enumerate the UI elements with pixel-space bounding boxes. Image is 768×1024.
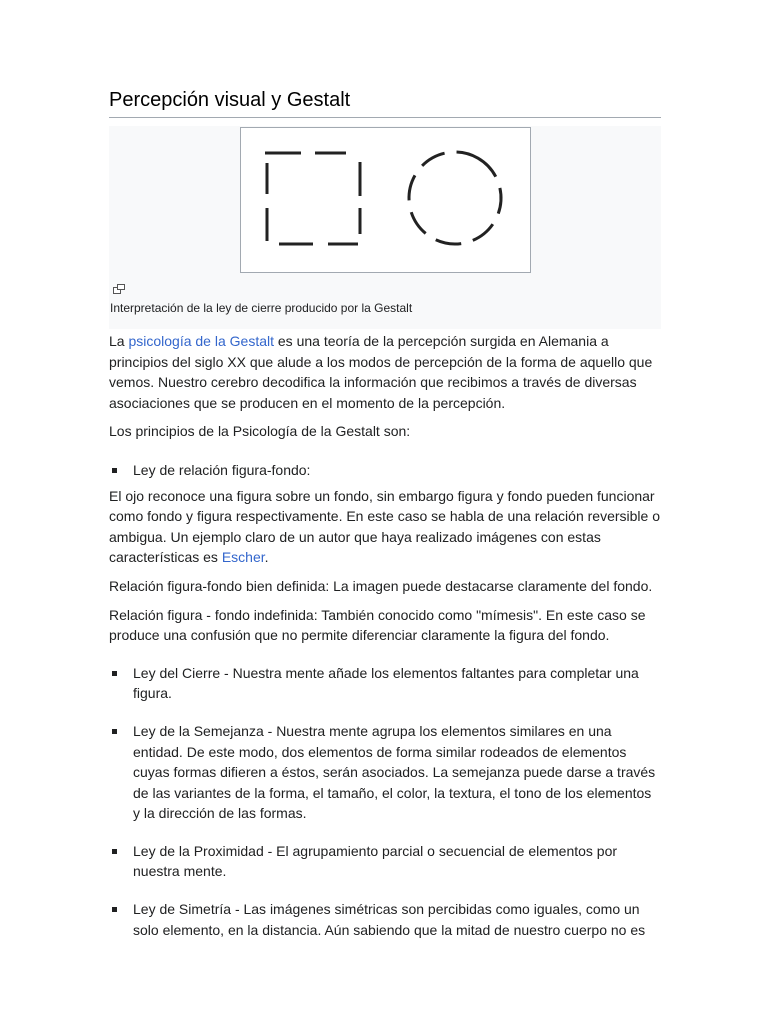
figure-ground-paragraph	[109, 486, 661, 568]
bullet-icon	[112, 671, 117, 676]
law-closure: Ley del Cierre - Nuestra mente añade los elementos faltantes para completar una figura.	[133, 664, 639, 702]
list-item	[109, 899, 661, 940]
gestalt-laws-list	[109, 663, 661, 941]
figure-ground-text-end: .	[264, 549, 269, 566]
figure-thumbnail	[109, 126, 661, 329]
bullet-icon	[112, 729, 117, 734]
intro-text-before: La	[109, 333, 129, 349]
list-item	[109, 721, 661, 824]
law-proximity: Ley de la Proximidad - El agrupamiento parcial o secuencial de elementos por nuestra mente.	[133, 842, 618, 880]
list-item	[109, 460, 661, 481]
intro-text-after: es una teoría de la percepción surgida en Alemania a principios del siglo XX que alude a los modos de percepción de la forma de aquello que vemos. Nuestro cerebro decodifica la información que recibimos a través de diversas asociaciones que se producen en el momento de la percepción.	[109, 333, 653, 411]
figure-ground-text: El ojo reconoce una figura sobre un fondo, sin embargo figura y fondo pueden funcionar como fondo y figura respectivamente. En este caso se habla de una relación reversible o ambigua. Un ejemplo claro de un autor que haya realizado imágenes con estas características es	[109, 487, 660, 566]
law-similarity: Ley de la Semejanza - Nuestra mente agrupa los elementos similares en una entidad. De este modo, dos elementos de forma similar rodeados de elementos cuyas formas difieren a éstos, serán asociados. La semejanza puede darse a través de las variantes de la forma, el tamaño, el color, la textura, el tono de los elementos y la dirección de las formas.	[133, 722, 656, 822]
list-item	[109, 841, 661, 882]
figure-ground-list	[109, 460, 661, 481]
law-figure-ground: Ley de relación figura-fondo:	[133, 461, 311, 478]
bullet-icon	[112, 468, 117, 473]
bullet-icon	[112, 907, 117, 912]
article-section	[109, 86, 661, 940]
list-item	[109, 663, 661, 704]
closure-law-illustration	[241, 128, 530, 272]
bullet-icon	[112, 849, 117, 854]
magnify-clip-icon[interactable]	[113, 281, 125, 291]
gestalt-closure-image[interactable]	[240, 127, 531, 273]
figure-caption: Interpretación de la ley de cierre producido por la Gestalt	[110, 301, 413, 315]
law-symmetry: Ley de Simetría - Las imágenes simétricas son percibidas como iguales, como un solo elemento, en la distancia. Aún sabiendo que la mitad de nuestro cuerpo no es	[133, 901, 646, 938]
undefined-relation-paragraph: Relación figura - fondo indefinida: También conocido como "mímesis". En este caso se produce una confusión que no permite diferenciar claramente la figura del fondo.	[109, 606, 646, 644]
intro-paragraph	[109, 331, 661, 413]
escher-link[interactable]: Escher	[221, 549, 265, 566]
principles-intro: Los principios de la Psicología de la Gestalt son:	[109, 423, 411, 440]
section-heading: Percepción visual y Gestalt	[109, 86, 661, 118]
defined-relation-paragraph: Relación figura-fondo bien definida: La imagen puede destacarse claramente del fondo.	[109, 577, 653, 594]
gestalt-psychology-link[interactable]: psicología de la Gestalt	[128, 333, 274, 349]
